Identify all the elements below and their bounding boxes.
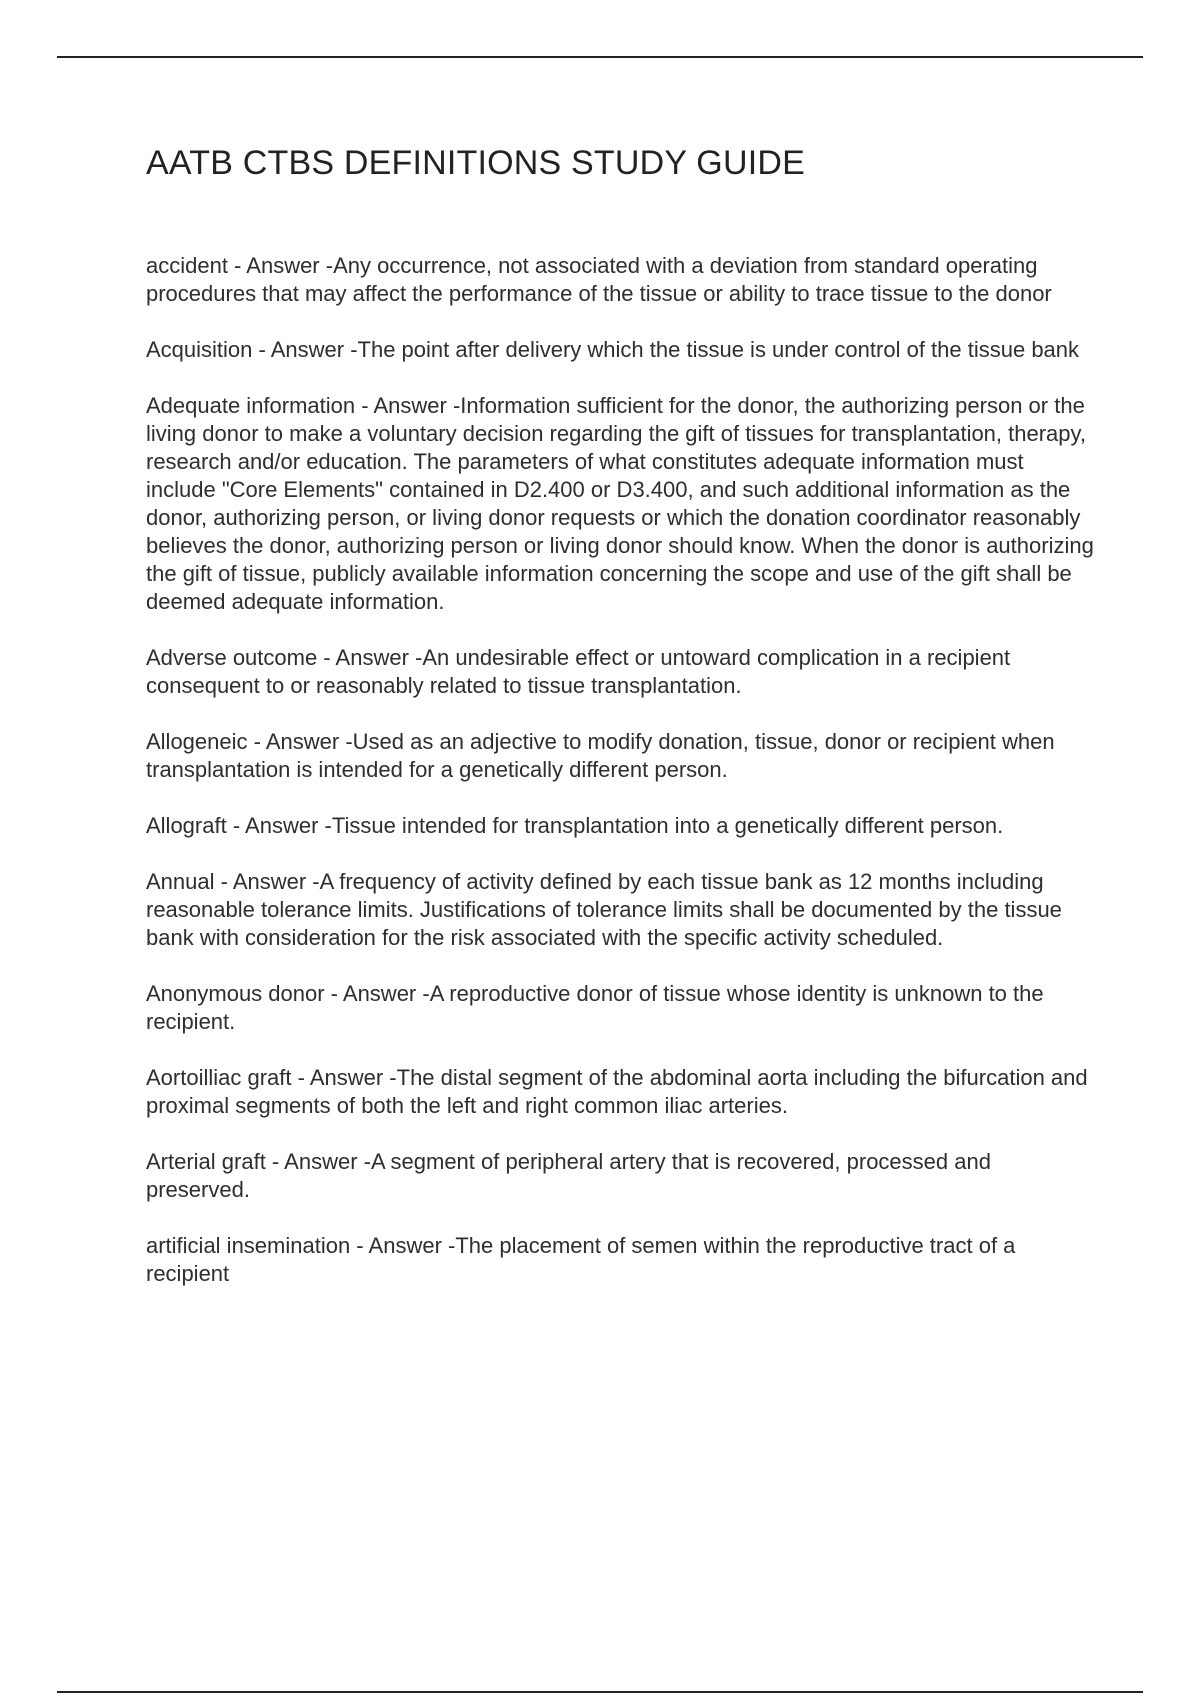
definition-entry-aortoilliac-graft: Aortoilliac graft - Answer -The distal segment of the abdominal aorta including the bifurcation and proximal segments of both the left and right common iliac arteries. xyxy=(146,1065,1088,1118)
definition-entry-artificial-insemination: artificial insemination - Answer -The placement of semen within the reproductive tract of a recipient xyxy=(146,1233,1016,1286)
definition-entry-acquisition: Acquisition - Answer -The point after delivery which the tissue is under control of the tissue bank xyxy=(146,337,1080,362)
top-rule xyxy=(57,56,1143,58)
page-content xyxy=(146,140,1096,1316)
definition-entry-allogeneic: Allogeneic - Answer -Used as an adjective to modify donation, tissue, donor or recipient when transplantation is intended for a genetically different person. xyxy=(146,729,1055,782)
definition-entry-adverse-outcome: Adverse outcome - Answer -An undesirable effect or untoward complication in a recipient consequent to or reasonably related to tissue transplantation. xyxy=(146,645,1011,698)
definition-list xyxy=(146,252,1096,1288)
definition-entry-adequate-information: Adequate information - Answer -Information sufficient for the donor, the authorizing person or the living donor to make a voluntary decision regarding the gift of tissues for transplantation, therapy, research and/or education. The parameters of what constitutes adequate information must include "Core Elements" contained in D2.400 or D3.400, and such additional information as the donor, authorizing person, or living donor requests or which the donation coordinator reasonably believes the donor, authorizing person or living donor should know. When the donor is authorizing the gift of tissue, publicly available information concerning the scope and use of the gift shall be deemed adequate information. xyxy=(146,393,1094,614)
definition-entry-allograft: Allograft - Answer -Tissue intended for transplantation into a genetically different person. xyxy=(146,813,1004,838)
definition-entry-anonymous-donor: Anonymous donor - Answer -A reproductive donor of tissue whose identity is unknown to the recipient. xyxy=(146,981,1044,1034)
definition-entry-accident: accident - Answer -Any occurrence, not associated with a deviation from standard operating procedures that may affect the performance of the tissue or ability to trace tissue to the donor xyxy=(146,253,1052,306)
page-title: AATB CTBS DEFINITIONS STUDY GUIDE xyxy=(146,144,805,182)
bottom-rule xyxy=(57,1691,1143,1693)
definition-entry-annual: Annual - Answer -A frequency of activity defined by each tissue bank as 12 months including reasonable tolerance limits. Justifications of tolerance limits shall be documented by the tissue bank with consideration for the risk associated with the specific activity scheduled. xyxy=(146,869,1062,950)
definition-entry-arterial-graft: Arterial graft - Answer -A segment of peripheral artery that is recovered, processed and preserved. xyxy=(146,1149,991,1202)
